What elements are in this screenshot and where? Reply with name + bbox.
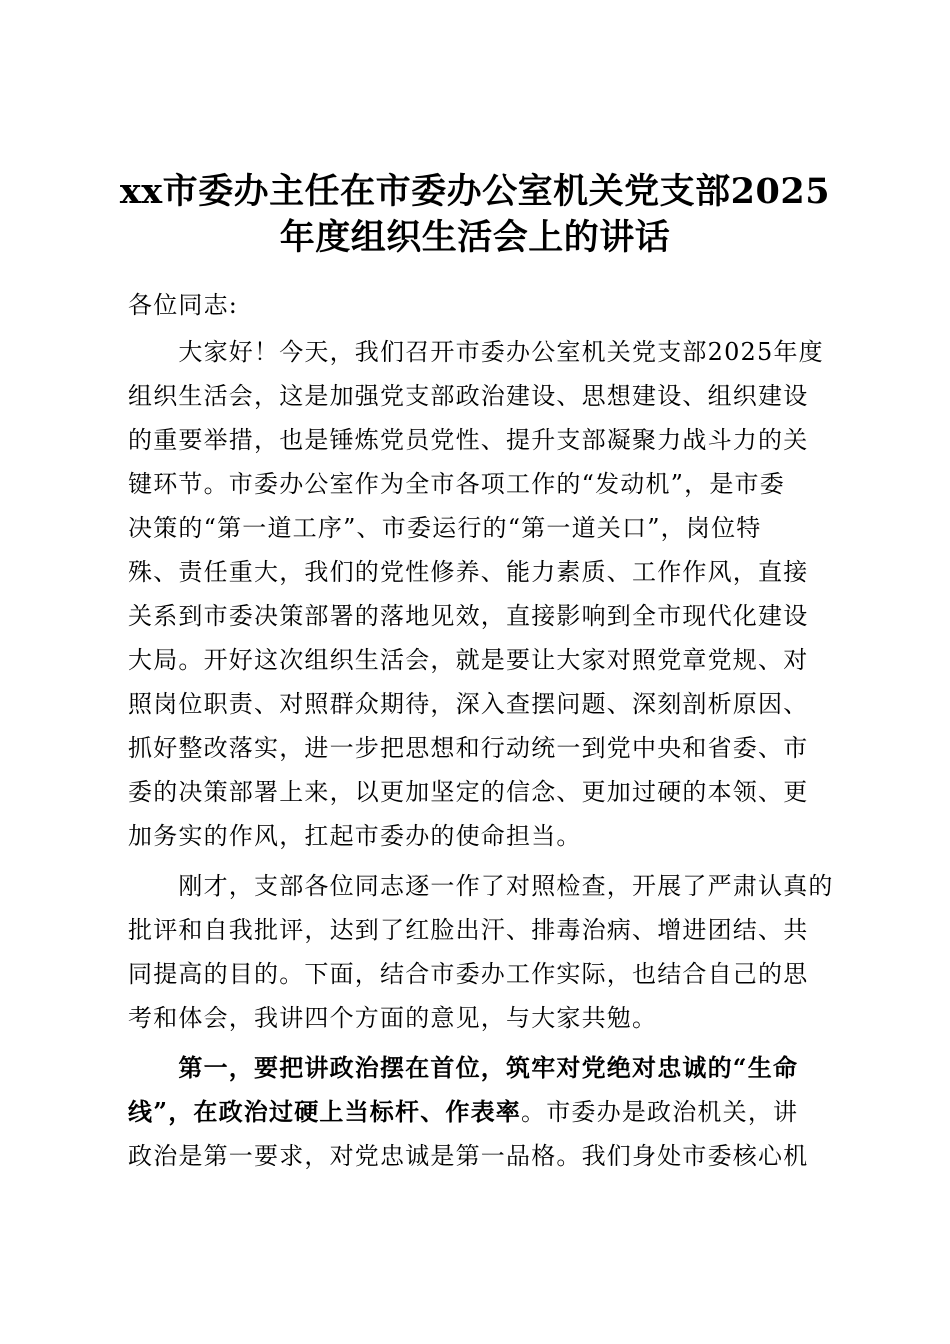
paragraph-text: 。市委办是政治机关，讲: [521, 1098, 799, 1126]
document-title-line-2: 年度组织生活会上的讲话: [279, 217, 671, 258]
paragraph-line: 大局。开好这次组织生活会，就是要让大家对照党章党规、对: [128, 646, 809, 674]
paragraph-line: 照岗位职责、对照群众期待，深入查摆问题、深刻剖析原因、: [128, 690, 809, 718]
paragraph-line: 大家好！今天，我们召开市委办公室机关党支部2025年度: [128, 338, 824, 366]
paragraph-line: 殊、责任重大，我们的党性修养、能力素质、工作作风，直接: [128, 558, 809, 586]
paragraph-line: 决策的“第一道工序”、市委运行的“第一道关口”，岗位特: [128, 514, 762, 542]
section-heading-tail: 线”，在政治过硬上当标杆、作表率: [128, 1097, 522, 1126]
paragraph-line: 键环节。市委办公室作为全市各项工作的“发动机”，是市委: [128, 470, 785, 498]
section-heading-line: 第一，要把讲政治摆在首位，筑牢对党绝对忠诚的“生命: [128, 1053, 799, 1082]
paragraph-line: 加务实的作风，扛起市委办的使命担当。: [128, 822, 582, 850]
paragraph-line: 关系到市委决策部署的落地见效，直接影响到全市现代化建设: [128, 602, 809, 630]
paragraph-line: 考和体会，我讲四个方面的意见，与大家共勉。: [128, 1004, 658, 1032]
paragraph-line: 委的决策部署上来，以更加坚定的信念、更加过硬的本领、更: [128, 778, 809, 806]
paragraph-line: 同提高的目的。下面，结合市委办工作实际，也结合自己的思: [128, 960, 809, 988]
paragraph-line: 组织生活会，这是加强党支部政治建设、思想建设、组织建设: [128, 382, 809, 410]
paragraph-line: 抓好整改落实，进一步把思想和行动统一到党中央和省委、市: [128, 734, 809, 762]
paragraph-line: 批评和自我批评，达到了红脸出汗、排毒治病、增进团结、共: [128, 916, 809, 944]
paragraph-line: 政治是第一要求，对党忠诚是第一品格。我们身处市委核心机: [128, 1142, 809, 1170]
paragraph-line: 刚才，支部各位同志逐一作了对照检查，开展了严肃认真的: [128, 872, 834, 900]
salutation: 各位同志:: [128, 291, 239, 319]
paragraph-line: [128, 1096, 798, 1128]
document-title-line-1: xx市委办主任在市委办公室机关党支部2025: [119, 171, 831, 212]
paragraph-line: 的重要举措，也是锤炼党员党性、提升支部凝聚力战斗力的关: [128, 426, 809, 454]
